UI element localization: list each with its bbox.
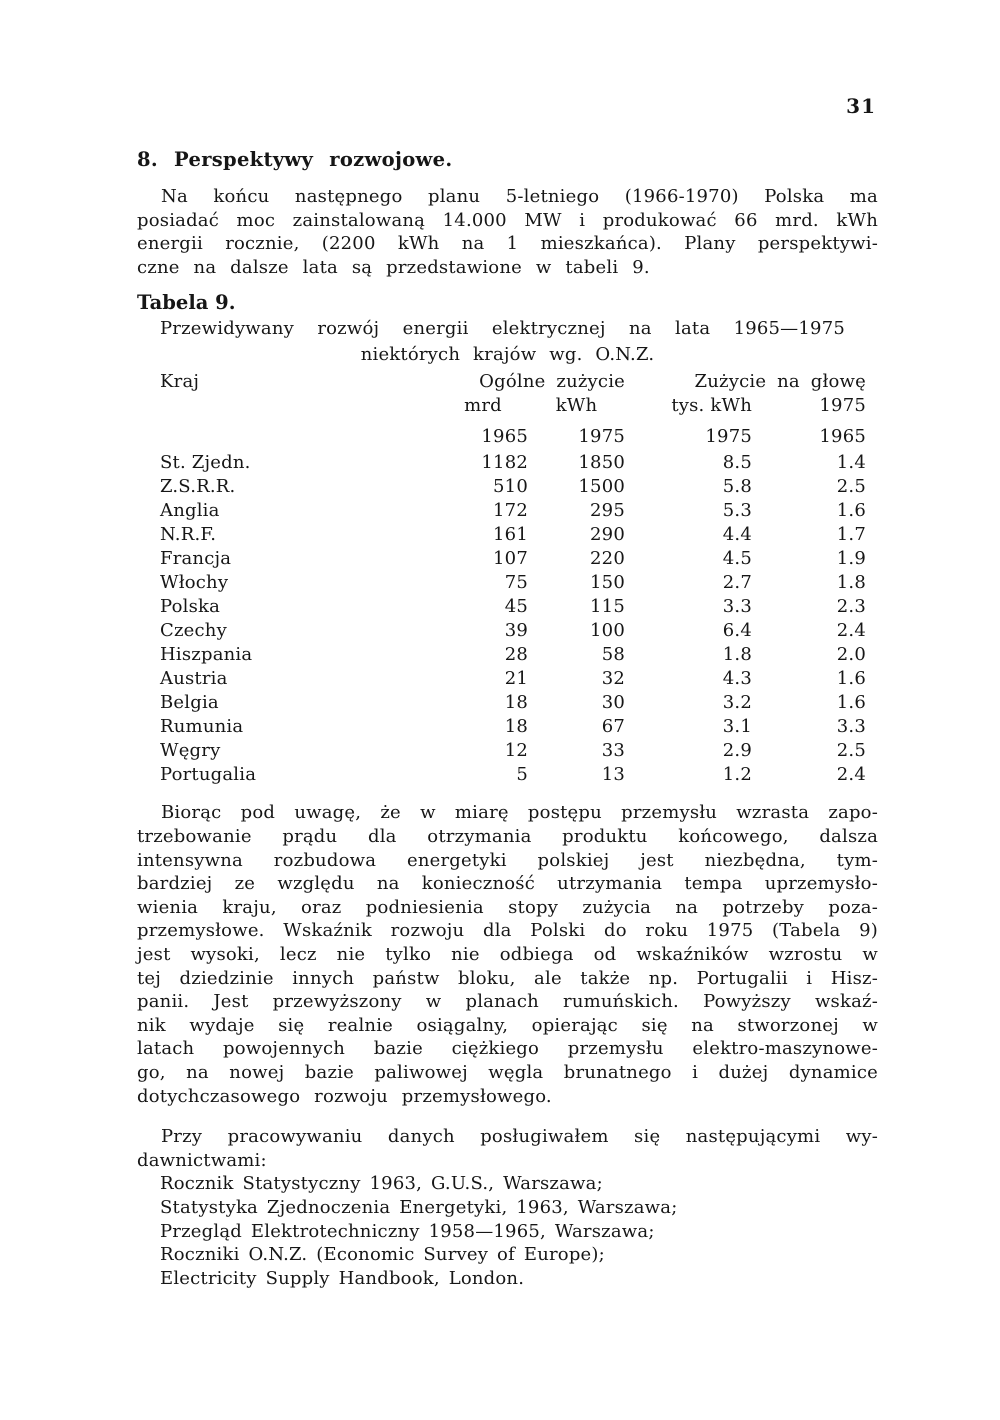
cell-value: 75 — [504, 572, 528, 594]
column-unit-mrd: mrd — [464, 395, 502, 417]
cell-value: 1.6 — [836, 668, 866, 690]
table-row — [137, 619, 878, 643]
table-row — [137, 523, 878, 547]
column-year-1965b: 1965 — [819, 426, 866, 448]
cell-value: 4.3 — [722, 668, 752, 690]
cell-value: 1850 — [578, 452, 625, 474]
cell-value: 161 — [493, 524, 528, 546]
paragraph-line: jest wysoki, lecz nie tylko nie odbiega od wskaźników wzrostu w — [137, 943, 878, 965]
table-row — [137, 763, 878, 787]
cell-value: 2.0 — [836, 644, 866, 666]
cell-country: Czechy — [160, 620, 227, 642]
cell-value: 5.3 — [722, 500, 752, 522]
cell-country: Francja — [160, 548, 232, 570]
cell-value: 67 — [601, 716, 625, 738]
cell-value: 21 — [504, 668, 528, 690]
paragraph-line: wienia kraju, oraz podniesienia stopy zużycia na potrzeby poza- — [137, 896, 878, 918]
column-group-total-consumption: Ogólne zużycie — [479, 371, 625, 393]
cell-value: 5.8 — [722, 476, 752, 498]
cell-value: 12 — [504, 740, 528, 762]
paragraph-line: nik wydaje się realnie osiągalny, opierając się na stworzonej w — [137, 1014, 878, 1036]
page-content — [137, 147, 878, 1291]
data-table — [137, 370, 878, 787]
cell-country: Z.S.R.R. — [160, 476, 236, 498]
cell-value: 3.3 — [722, 596, 752, 618]
cell-value: 1.8 — [722, 644, 752, 666]
cell-value: 2.3 — [836, 596, 866, 618]
cell-value: 2.4 — [836, 764, 866, 786]
cell-country: Węgry — [160, 740, 221, 762]
paragraph-line: Na końcu następnego planu 5-letniego (1966-1970) Polska ma — [161, 186, 878, 207]
cell-value: 1.8 — [836, 572, 866, 594]
cell-value: 1.6 — [836, 692, 866, 714]
table-row — [137, 451, 878, 475]
page-number: 31 — [846, 94, 876, 118]
bibliography-item: Electricity Supply Handbook, London. — [160, 1268, 525, 1290]
column-header-spacer — [137, 394, 438, 418]
cell-value: 30 — [601, 692, 625, 714]
column-unit-kwh: kWh — [555, 395, 598, 417]
cell-value: 18 — [504, 692, 528, 714]
cell-value: 5 — [516, 764, 528, 786]
bibliography-item: Rocznik Statystyczny 1963, G.U.S., Warszawa; — [160, 1173, 603, 1195]
table-row — [137, 475, 878, 499]
table-body — [137, 451, 878, 787]
paragraph-line: Biorąc pod uwagę, że w miarę postępu przemysłu wzrasta zapo- — [161, 802, 878, 824]
cell-country: Włochy — [160, 572, 229, 594]
paragraph-line: energii rocznie, (2200 kWh na 1 mieszkańca). Plany perspektywi- — [137, 233, 878, 255]
cell-value: 107 — [493, 548, 528, 570]
paragraph-line: dawnictwami: — [137, 1149, 267, 1171]
paragraph-line: przemysłowe. Wskaźnik rozwoju dla Polski do roku 1975 (Tabela 9) — [137, 920, 878, 942]
table-row — [137, 715, 878, 739]
table-row — [137, 739, 878, 763]
cell-country: Anglia — [160, 500, 220, 522]
cell-value: 1.2 — [722, 764, 752, 786]
column-year-1975: 1975 — [578, 426, 625, 448]
cell-value: 32 — [601, 668, 625, 690]
cell-value: 290 — [590, 524, 625, 546]
paragraph-line: go, na nowej bazie paliwowej węgla brunatnego i dużej dynamice — [137, 1061, 878, 1083]
cell-value: 8.5 — [722, 452, 752, 474]
bibliography-item: Statystyka Zjednoczenia Energetyki, 1963, Warszawa; — [160, 1196, 678, 1218]
cell-value: 100 — [590, 620, 625, 642]
table-caption-line2: niektórych krajów wg. O.N.Z. — [360, 344, 655, 366]
cell-value: 45 — [504, 596, 528, 618]
paragraph-sources-intro — [137, 1125, 878, 1172]
table-label: Tabela 9. — [137, 291, 236, 315]
cell-value: 2.5 — [836, 476, 866, 498]
cell-value: 510 — [493, 476, 528, 498]
paragraph-line: posiadać moc zainstalowaną 14.000 MW i produkować 66 mrd. kWh — [137, 209, 878, 231]
section-heading: 8. Perspektywy rozwojowe. — [137, 148, 453, 171]
column-header-spacer — [137, 425, 438, 449]
cell-value: 3.2 — [722, 692, 752, 714]
cell-value: 1.9 — [836, 548, 866, 570]
cell-country: Rumunia — [160, 716, 244, 738]
table-row — [137, 595, 878, 619]
table-unit-header-row — [137, 394, 878, 418]
column-unit-tys-kwh: tys. kWh — [671, 395, 752, 417]
paragraph-line: czne na dalsze lata są przedstawione w tabeli 9. — [137, 256, 650, 278]
cell-value: 172 — [493, 500, 528, 522]
paragraph-line: latach powojennych bazie ciężkiego przemysłu elektro-maszynowe- — [137, 1038, 878, 1060]
cell-value: 1500 — [578, 476, 625, 498]
cell-value: 3.3 — [836, 716, 866, 738]
column-group-per-capita: Zużycie na głowę — [694, 371, 866, 393]
cell-country: N.R.F. — [160, 524, 217, 546]
table-year-header-row — [137, 425, 878, 449]
cell-country: Hiszpania — [160, 644, 253, 666]
paragraph-line: bardziej ze względu na konieczność utrzymania tempa uprzemysło- — [137, 873, 878, 895]
cell-country: Austria — [160, 668, 228, 690]
cell-value: 150 — [590, 572, 625, 594]
paragraph-line: dotychczasowego rozwoju przemysłowego. — [137, 1085, 552, 1107]
paragraph-line: tej dziedzinie innych państw bloku, ale także np. Portugalii i Hisz- — [137, 967, 878, 989]
paragraph-line: trzebowanie prądu dla otrzymania produktu końcowego, dalsza — [137, 825, 878, 847]
cell-value: 1.7 — [836, 524, 866, 546]
table-row — [137, 643, 878, 667]
paragraph-line: intensywna rozbudowa energetyki polskiej jest niezbędna, tym- — [137, 849, 878, 871]
cell-value: 2.5 — [836, 740, 866, 762]
table-row — [137, 547, 878, 571]
paragraph-intro — [137, 185, 878, 279]
paragraph-line: panii. Jest przewyższony w planach rumuńskich. Powyższy wskaź- — [137, 991, 878, 1013]
cell-value: 58 — [601, 644, 625, 666]
cell-value: 6.4 — [722, 620, 752, 642]
bibliography-item: Przegląd Elektrotechniczny 1958—1965, Warszawa; — [160, 1220, 655, 1242]
cell-value: 13 — [601, 764, 625, 786]
table-row — [137, 691, 878, 715]
cell-country: Belgia — [160, 692, 219, 714]
paragraph-line: Przy pracowywaniu danych posługiwałem się następującymi wy- — [161, 1126, 878, 1148]
table-group-header-row — [137, 370, 878, 394]
cell-value: 3.1 — [722, 716, 752, 738]
bibliography-item: Roczniki O.N.Z. (Economic Survey of Europe); — [160, 1244, 605, 1266]
table-caption-line1: Przewidywany rozwój energii elektrycznej na lata 1965—1975 — [160, 318, 845, 340]
cell-value: 18 — [504, 716, 528, 738]
column-header-country: Kraj — [160, 371, 200, 393]
cell-value: 295 — [590, 500, 625, 522]
cell-country: St. Zjedn. — [160, 452, 251, 474]
cell-value: 2.7 — [722, 572, 752, 594]
cell-value: 33 — [601, 740, 625, 762]
cell-value: 115 — [590, 596, 625, 618]
cell-value: 1.4 — [836, 452, 866, 474]
paragraph-discussion — [137, 801, 878, 1108]
cell-value: 39 — [504, 620, 528, 642]
cell-value: 220 — [590, 548, 625, 570]
column-year-1975b: 1975 — [705, 426, 752, 448]
table-row — [137, 499, 878, 523]
table-row — [137, 571, 878, 595]
column-unit-1975: 1975 — [819, 395, 866, 417]
cell-value: 4.4 — [722, 524, 752, 546]
column-year-1965: 1965 — [481, 426, 528, 448]
cell-value: 28 — [504, 644, 528, 666]
cell-value: 2.9 — [722, 740, 752, 762]
cell-value: 2.4 — [836, 620, 866, 642]
table-row — [137, 667, 878, 691]
cell-country: Portugalia — [160, 764, 257, 786]
cell-value: 4.5 — [722, 548, 752, 570]
cell-value: 1182 — [481, 452, 528, 474]
cell-value: 1.6 — [836, 500, 866, 522]
bibliography-list — [137, 1172, 878, 1291]
cell-country: Polska — [160, 596, 221, 618]
